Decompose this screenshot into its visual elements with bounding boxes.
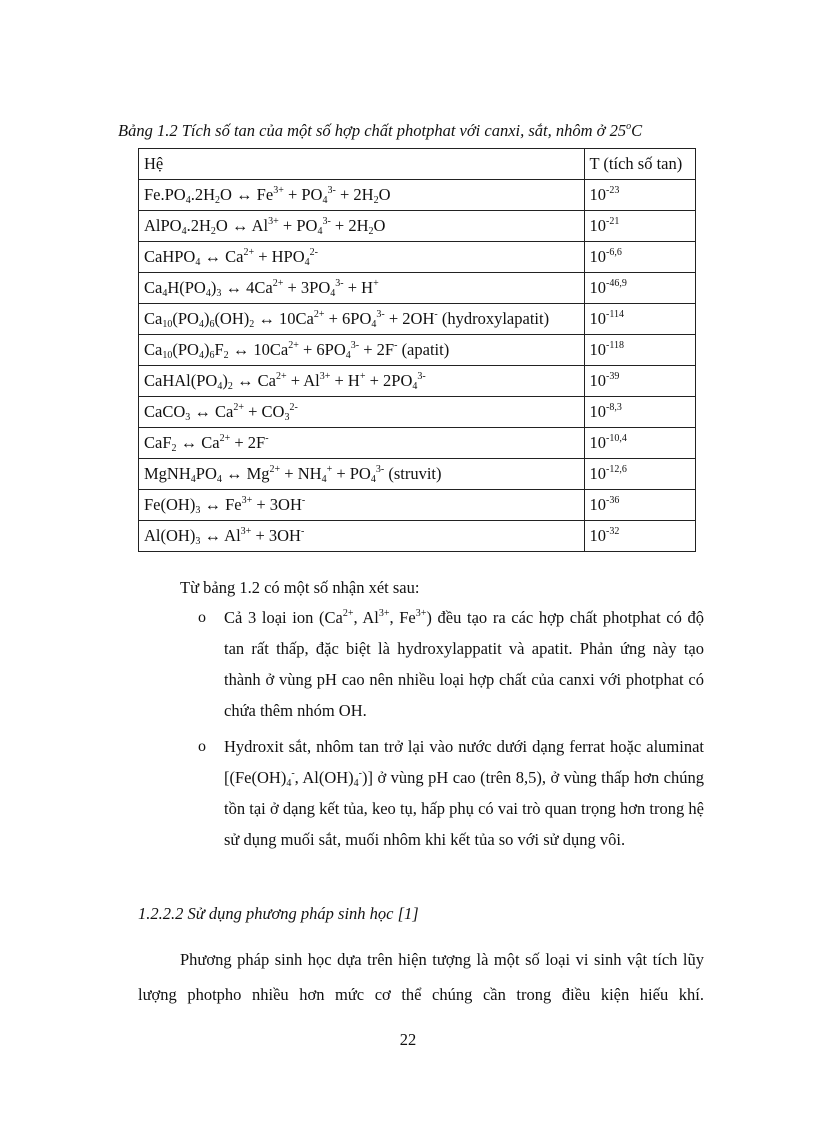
bullet-marker: o (198, 738, 206, 755)
value-cell: $10^{-12,6}$ (584, 459, 695, 490)
value-cell: $10^{-39}$ (584, 366, 695, 397)
equation-cell: $CaHAl(PO_4)_2$ ↔ $Ca^{2+} + Al^{3+} + H^+ + 2PO_4^{3-}$ (139, 366, 585, 397)
table-row (139, 211, 696, 242)
table-row (139, 490, 696, 521)
table-row (139, 366, 696, 397)
equation-cell: $AlPO_4.2H_2O$ ↔ $Al^{3+} + PO_4^{3-} + 2H_2O$ (139, 211, 585, 242)
bullet-text: Cả 3 loại ion ($Ca^{2+}$, $Al^{3+}$, $Fe^{3+}$) đều tạo ra các hợp chất photphat có độ tan rất thấp, đặc biệt là hydroxylappatit và apatit. Phản ứng này tạo thành ở vùng pH cao nên nhiều loại hợp chất của canxi với photphat có chứa thêm nhóm OH. (224, 608, 705, 720)
page-number: 22 (399, 1030, 417, 1049)
table-row (139, 397, 696, 428)
table-row (139, 273, 696, 304)
table-row (139, 180, 696, 211)
table-header-row (139, 149, 696, 180)
table-row (139, 304, 696, 335)
equation-cell: $Fe.PO_4.2H_2O$ ↔ $Fe^{3+} + PO_4^{3-} + 2H_2O$ (139, 180, 585, 211)
section-heading: 1.2.2.2 Sử dụng phương pháp sinh học [1] (138, 904, 419, 923)
value-cell: $10^{-32}$ (584, 521, 695, 552)
value-cell: $10^{-36}$ (584, 490, 695, 521)
table-caption: Bảng 1.2 Tích số tan của một số hợp chất photphat với canxi, sắt, nhôm ở 25$^o$C (118, 121, 643, 140)
equation-cell: $Fe(OH)_3$ ↔ $Fe^{3+} + 3OH^-$ (139, 490, 585, 521)
equation-cell: CaCO$_3$ ↔ $Ca^{2+} + CO_3^{2-}$ (139, 397, 585, 428)
value-cell: $10^{-114}$ (584, 304, 695, 335)
equation-cell: CaF$_2$ ↔ $Ca^{2+} + 2F^-$ (139, 428, 585, 459)
value-cell: $10^{-46,9}$ (584, 273, 695, 304)
equation-cell: CaHPO$_4$ ↔ $Ca^{2+} + HPO_4^{2-}$ (139, 242, 585, 273)
table-row (139, 521, 696, 552)
value-cell: $10^{-10,4}$ (584, 428, 695, 459)
equation-cell: $Al(OH)_3$ ↔ $Al^{3+} + 3OH^-$ (139, 521, 585, 552)
intro-text: Từ bảng 1.2 có một số nhận xét sau: (180, 578, 420, 597)
solubility-table (138, 148, 696, 552)
value-cell: $10^{-23}$ (584, 180, 695, 211)
table-row (139, 242, 696, 273)
value-cell: $10^{-21}$ (584, 211, 695, 242)
equation-cell: $Ca_4H(PO_4)_3$ ↔ $4Ca^{2+} + 3PO_4^{3-} + H^+$ (139, 273, 585, 304)
table-row (139, 335, 696, 366)
value-cell: $10^{-8,3}$ (584, 397, 695, 428)
header-system: Hệ (139, 149, 585, 180)
body-paragraph: Phương pháp sinh học dựa trên hiện tượng là một số loại vi sinh vật tích lũy lượng photpho nhiều hơn mức cơ thể chúng cần trong điều kiện hiếu khí. (138, 950, 704, 1004)
table-row (139, 459, 696, 490)
value-cell: $10^{-118}$ (584, 335, 695, 366)
equation-cell: $Ca_{10}(PO_4)_6F_2$ ↔ $10Ca^{2+} + 6PO_4^{3-} + 2F^-$ (apatit) (139, 335, 585, 366)
equation-cell: $MgNH_4PO_4$ ↔ $Mg^{2+} + NH_4^+ + PO_4^{3-}$ (struvit) (139, 459, 585, 490)
value-cell: $10^{-6,6}$ (584, 242, 695, 273)
bullet-marker: o (198, 609, 206, 626)
equation-cell: $Ca_{10}(PO_4)_6(OH)_2$ ↔ $10Ca^{2+} + 6PO_4^{3-} + 2OH^-$ (hydroxylapatit) (139, 304, 585, 335)
header-solubility-product: T (tích số tan) (584, 149, 695, 180)
bullet-text: Hydroxit sắt, nhôm tan trở lại vào nước dưới dạng ferrat hoặc aluminat [($Fe(OH)_4^-$, $Al(OH)_4^-$)] ở vùng pH cao (trên 8,5), ở vùng thấp hơn chúng tồn tại ở dạng kết tủa, keo tụ, hấp phụ có vai trò quan trọng hơn trong hệ sử dụng muối sắt, muối nhôm khi kết tủa so với sử dụng vôi. (224, 737, 704, 849)
table-row (139, 428, 696, 459)
